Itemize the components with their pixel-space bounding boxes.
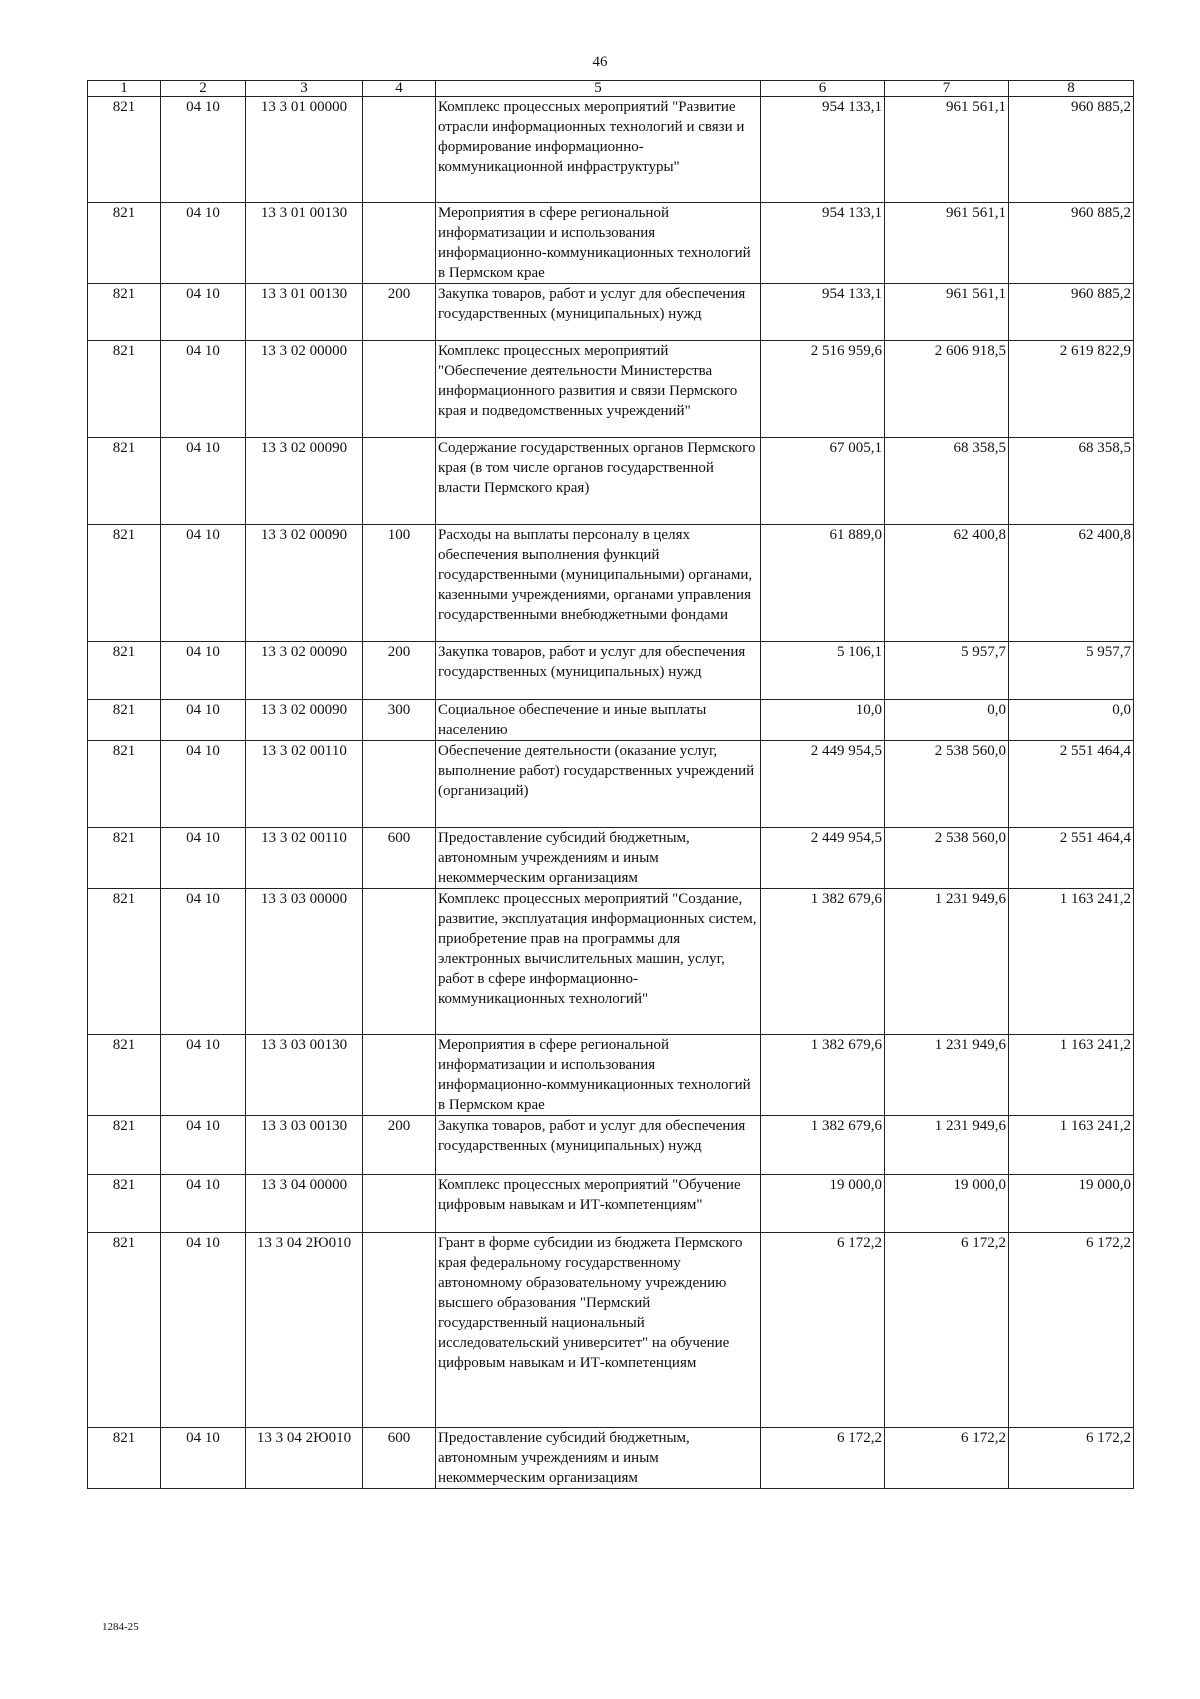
table-row xyxy=(88,1233,1134,1428)
target-article-cell: 13 3 02 00000 xyxy=(246,341,363,438)
section-code-cell: 04 10 xyxy=(161,203,246,284)
description-cell: Мероприятия в сфере региональной информатизации и использования информационно-коммуникационных технологий в Пермском крае xyxy=(436,203,761,284)
amount-col6-cell: 2 516 959,6 xyxy=(761,341,885,438)
target-article-cell: 13 3 01 00130 xyxy=(246,203,363,284)
ministry-code-cell: 821 xyxy=(88,97,161,203)
expense-type-cell xyxy=(363,97,436,203)
amount-col8-cell: 1 163 241,2 xyxy=(1009,889,1134,1035)
amount-col7-cell: 2 538 560,0 xyxy=(885,741,1009,828)
amount-col8-cell: 62 400,8 xyxy=(1009,525,1134,642)
description-cell: Социальное обеспечение и иные выплаты населению xyxy=(436,700,761,741)
header-row xyxy=(88,81,1134,97)
table-row xyxy=(88,1035,1134,1116)
description-cell: Комплекс процессных мероприятий "Развитие отрасли информационных технологий и связи и формирование информационно-коммуникационной инфраструктуры" xyxy=(436,97,761,203)
table-row xyxy=(88,741,1134,828)
expense-type-cell xyxy=(363,741,436,828)
amount-col8-cell: 960 885,2 xyxy=(1009,203,1134,284)
description-cell: Предоставление субсидий бюджетным, автономным учреждениям и иным некоммерческим организациям xyxy=(436,1428,761,1489)
amount-col8-cell: 2 551 464,4 xyxy=(1009,828,1134,889)
target-article-cell: 13 3 03 00130 xyxy=(246,1035,363,1116)
amount-col8-cell: 5 957,7 xyxy=(1009,642,1134,700)
amount-col8-cell: 2 619 822,9 xyxy=(1009,341,1134,438)
amount-col6-cell: 10,0 xyxy=(761,700,885,741)
target-article-cell: 13 3 02 00090 xyxy=(246,700,363,741)
table-row xyxy=(88,341,1134,438)
description-cell: Комплекс процессных мероприятий "Обеспечение деятельности Министерства информационного развития и связи Пермского края и подведомственных учреждений" xyxy=(436,341,761,438)
expense-type-cell: 200 xyxy=(363,1116,436,1175)
column-header: 1 xyxy=(88,81,161,97)
amount-col6-cell: 19 000,0 xyxy=(761,1175,885,1233)
expense-type-cell xyxy=(363,438,436,525)
amount-col6-cell: 5 106,1 xyxy=(761,642,885,700)
amount-col7-cell: 62 400,8 xyxy=(885,525,1009,642)
amount-col7-cell: 1 231 949,6 xyxy=(885,1116,1009,1175)
target-article-cell: 13 3 01 00130 xyxy=(246,284,363,341)
amount-col6-cell: 2 449 954,5 xyxy=(761,828,885,889)
target-article-cell: 13 3 02 00090 xyxy=(246,438,363,525)
amount-col7-cell: 6 172,2 xyxy=(885,1233,1009,1428)
description-cell: Закупка товаров, работ и услуг для обеспечения государственных (муниципальных) нужд xyxy=(436,1116,761,1175)
target-article-cell: 13 3 04 2Ю010 xyxy=(246,1233,363,1428)
amount-col7-cell: 68 358,5 xyxy=(885,438,1009,525)
section-code-cell: 04 10 xyxy=(161,741,246,828)
page-number: 46 xyxy=(592,54,608,70)
ministry-code-cell: 821 xyxy=(88,1175,161,1233)
section-code-cell: 04 10 xyxy=(161,97,246,203)
expense-type-cell: 200 xyxy=(363,642,436,700)
amount-col7-cell: 961 561,1 xyxy=(885,203,1009,284)
section-code-cell: 04 10 xyxy=(161,1175,246,1233)
amount-col6-cell: 954 133,1 xyxy=(761,203,885,284)
expense-type-cell xyxy=(363,341,436,438)
table-row xyxy=(88,889,1134,1035)
section-code-cell: 04 10 xyxy=(161,828,246,889)
amount-col7-cell: 1 231 949,6 xyxy=(885,1035,1009,1116)
budget-table xyxy=(87,80,1134,1489)
amount-col8-cell: 960 885,2 xyxy=(1009,97,1134,203)
ministry-code-cell: 821 xyxy=(88,341,161,438)
description-cell: Обеспечение деятельности (оказание услуг, выполнение работ) государственных учреждений (организаций) xyxy=(436,741,761,828)
amount-col7-cell: 2 606 918,5 xyxy=(885,341,1009,438)
column-header: 8 xyxy=(1009,81,1134,97)
ministry-code-cell: 821 xyxy=(88,1035,161,1116)
amount-col8-cell: 68 358,5 xyxy=(1009,438,1134,525)
amount-col7-cell: 19 000,0 xyxy=(885,1175,1009,1233)
section-code-cell: 04 10 xyxy=(161,700,246,741)
column-header: 5 xyxy=(436,81,761,97)
description-cell: Содержание государственных органов Пермского края (в том числе органов государственной власти Пермского края) xyxy=(436,438,761,525)
section-code-cell: 04 10 xyxy=(161,1428,246,1489)
column-header: 3 xyxy=(246,81,363,97)
expense-type-cell: 300 xyxy=(363,700,436,741)
expense-type-cell xyxy=(363,1233,436,1428)
expense-type-cell xyxy=(363,1035,436,1116)
ministry-code-cell: 821 xyxy=(88,828,161,889)
expense-type-cell: 200 xyxy=(363,284,436,341)
table-row xyxy=(88,438,1134,525)
section-code-cell: 04 10 xyxy=(161,889,246,1035)
ministry-code-cell: 821 xyxy=(88,642,161,700)
expense-type-cell xyxy=(363,1175,436,1233)
column-header: 7 xyxy=(885,81,1009,97)
table-row xyxy=(88,642,1134,700)
section-code-cell: 04 10 xyxy=(161,438,246,525)
amount-col7-cell: 961 561,1 xyxy=(885,284,1009,341)
column-header: 4 xyxy=(363,81,436,97)
amount-col6-cell: 1 382 679,6 xyxy=(761,1116,885,1175)
amount-col8-cell: 6 172,2 xyxy=(1009,1428,1134,1489)
ministry-code-cell: 821 xyxy=(88,438,161,525)
amount-col7-cell: 6 172,2 xyxy=(885,1428,1009,1489)
description-cell: Грант в форме субсидии из бюджета Пермского края федеральному государственному автономному образовательному учреждению высшего образования "Пермский государственный национальный исследовательский университет" на обучение цифровым навыкам и ИТ-компетенциям xyxy=(436,1233,761,1428)
amount-col6-cell: 61 889,0 xyxy=(761,525,885,642)
amount-col7-cell: 961 561,1 xyxy=(885,97,1009,203)
section-code-cell: 04 10 xyxy=(161,1233,246,1428)
amount-col6-cell: 67 005,1 xyxy=(761,438,885,525)
description-cell: Закупка товаров, работ и услуг для обеспечения государственных (муниципальных) нужд xyxy=(436,284,761,341)
description-cell: Комплекс процессных мероприятий "Создание, развитие, эксплуатация информационных систем, приобретение прав на программы для электронных вычислительных машин, услуг, работ в сфере информационно-коммуникационных технологий" xyxy=(436,889,761,1035)
expense-type-cell: 600 xyxy=(363,1428,436,1489)
ministry-code-cell: 821 xyxy=(88,525,161,642)
table-body xyxy=(88,97,1134,1489)
table-row xyxy=(88,700,1134,741)
section-code-cell: 04 10 xyxy=(161,341,246,438)
amount-col8-cell: 1 163 241,2 xyxy=(1009,1116,1134,1175)
amount-col8-cell: 6 172,2 xyxy=(1009,1233,1134,1428)
section-code-cell: 04 10 xyxy=(161,1035,246,1116)
target-article-cell: 13 3 02 00090 xyxy=(246,525,363,642)
expense-type-cell xyxy=(363,203,436,284)
section-code-cell: 04 10 xyxy=(161,1116,246,1175)
amount-col7-cell: 5 957,7 xyxy=(885,642,1009,700)
amount-col6-cell: 1 382 679,6 xyxy=(761,889,885,1035)
amount-col8-cell: 19 000,0 xyxy=(1009,1175,1134,1233)
expense-type-cell: 600 xyxy=(363,828,436,889)
ministry-code-cell: 821 xyxy=(88,1233,161,1428)
amount-col6-cell: 954 133,1 xyxy=(761,97,885,203)
ministry-code-cell: 821 xyxy=(88,741,161,828)
amount-col6-cell: 1 382 679,6 xyxy=(761,1035,885,1116)
table-row xyxy=(88,97,1134,203)
target-article-cell: 13 3 02 00090 xyxy=(246,642,363,700)
amount-col8-cell: 1 163 241,2 xyxy=(1009,1035,1134,1116)
amount-col6-cell: 954 133,1 xyxy=(761,284,885,341)
description-cell: Расходы на выплаты персоналу в целях обеспечения выполнения функций государственными (муниципальными) органами, казенными учреждениями, органами управления государственными внебюджетными фондами xyxy=(436,525,761,642)
table-row xyxy=(88,203,1134,284)
amount-col6-cell: 6 172,2 xyxy=(761,1233,885,1428)
amount-col7-cell: 1 231 949,6 xyxy=(885,889,1009,1035)
table-row xyxy=(88,1428,1134,1489)
amount-col6-cell: 2 449 954,5 xyxy=(761,741,885,828)
target-article-cell: 13 3 03 00130 xyxy=(246,1116,363,1175)
amount-col6-cell: 6 172,2 xyxy=(761,1428,885,1489)
target-article-cell: 13 3 04 00000 xyxy=(246,1175,363,1233)
column-header: 6 xyxy=(761,81,885,97)
column-header: 2 xyxy=(161,81,246,97)
amount-col8-cell: 0,0 xyxy=(1009,700,1134,741)
amount-col8-cell: 2 551 464,4 xyxy=(1009,741,1134,828)
description-cell: Комплекс процессных мероприятий "Обучение цифровым навыкам и ИТ-компетенциям" xyxy=(436,1175,761,1233)
section-code-cell: 04 10 xyxy=(161,642,246,700)
target-article-cell: 13 3 02 00110 xyxy=(246,828,363,889)
description-cell: Предоставление субсидий бюджетным, автономным учреждениям и иным некоммерческим организациям xyxy=(436,828,761,889)
ministry-code-cell: 821 xyxy=(88,1428,161,1489)
table-row xyxy=(88,525,1134,642)
target-article-cell: 13 3 02 00110 xyxy=(246,741,363,828)
amount-col7-cell: 0,0 xyxy=(885,700,1009,741)
description-cell: Мероприятия в сфере региональной информатизации и использования информационно-коммуникационных технологий в Пермском крае xyxy=(436,1035,761,1116)
section-code-cell: 04 10 xyxy=(161,284,246,341)
ministry-code-cell: 821 xyxy=(88,1116,161,1175)
ministry-code-cell: 821 xyxy=(88,284,161,341)
table-row xyxy=(88,1175,1134,1233)
target-article-cell: 13 3 04 2Ю010 xyxy=(246,1428,363,1489)
ministry-code-cell: 821 xyxy=(88,700,161,741)
table-row xyxy=(88,284,1134,341)
document-code: 1284-25 xyxy=(102,1621,139,1633)
description-cell: Закупка товаров, работ и услуг для обеспечения государственных (муниципальных) нужд xyxy=(436,642,761,700)
ministry-code-cell: 821 xyxy=(88,889,161,1035)
table-row xyxy=(88,828,1134,889)
expense-type-cell xyxy=(363,889,436,1035)
section-code-cell: 04 10 xyxy=(161,525,246,642)
target-article-cell: 13 3 01 00000 xyxy=(246,97,363,203)
target-article-cell: 13 3 03 00000 xyxy=(246,889,363,1035)
amount-col8-cell: 960 885,2 xyxy=(1009,284,1134,341)
table-row xyxy=(88,1116,1134,1175)
expense-type-cell: 100 xyxy=(363,525,436,642)
amount-col7-cell: 2 538 560,0 xyxy=(885,828,1009,889)
ministry-code-cell: 821 xyxy=(88,203,161,284)
